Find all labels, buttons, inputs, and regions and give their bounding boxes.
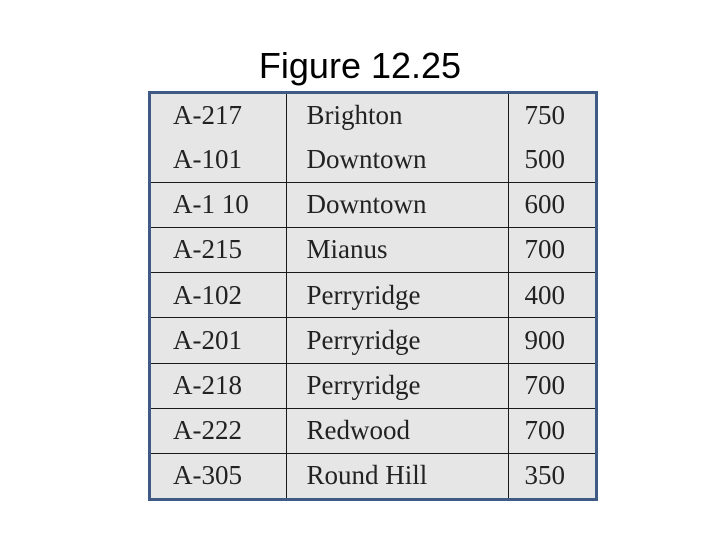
table-row — [151, 273, 595, 318]
balance-cell: 750 — [508, 94, 595, 138]
account-number-cell: A-218 — [151, 363, 286, 408]
table-row — [151, 453, 595, 498]
balance-cell: 700 — [508, 408, 595, 453]
table-row — [151, 408, 595, 453]
branch-name-cell: Brighton — [286, 94, 508, 138]
account-number-cell: A-222 — [151, 408, 286, 453]
branch-name-cell: Perryridge — [286, 363, 508, 408]
branch-name-cell: Redwood — [286, 408, 508, 453]
branch-name-cell: Downtown — [286, 182, 508, 227]
branch-name-cell: Mianus — [286, 227, 508, 272]
account-number-cell: A-101 — [151, 138, 286, 182]
account-number-cell: A-1 10 — [151, 182, 286, 227]
branch-name-cell: Perryridge — [286, 273, 508, 318]
balance-cell: 600 — [508, 182, 595, 227]
branch-name-cell: Perryridge — [286, 318, 508, 363]
table-row — [151, 318, 595, 363]
balance-cell: 500 — [508, 138, 595, 182]
relation-table-body — [151, 94, 595, 498]
account-number-cell: A-305 — [151, 453, 286, 498]
account-number-cell: A-217 — [151, 94, 286, 138]
table-row — [151, 94, 595, 138]
branch-name-cell: Round Hill — [286, 453, 508, 498]
relation-table-frame — [148, 91, 598, 501]
balance-cell: 350 — [508, 453, 595, 498]
account-number-cell: A-201 — [151, 318, 286, 363]
balance-cell: 900 — [508, 318, 595, 363]
table-row — [151, 138, 595, 182]
balance-cell: 700 — [508, 227, 595, 272]
relation-table — [151, 94, 595, 498]
account-number-cell: A-215 — [151, 227, 286, 272]
figure-title: Figure 12.25 — [258, 45, 462, 86]
table-row — [151, 363, 595, 408]
balance-cell: 700 — [508, 363, 595, 408]
account-number-cell: A-102 — [151, 273, 286, 318]
branch-name-cell: Downtown — [286, 138, 508, 182]
table-row — [151, 227, 595, 272]
table-row — [151, 182, 595, 227]
balance-cell: 400 — [508, 273, 595, 318]
